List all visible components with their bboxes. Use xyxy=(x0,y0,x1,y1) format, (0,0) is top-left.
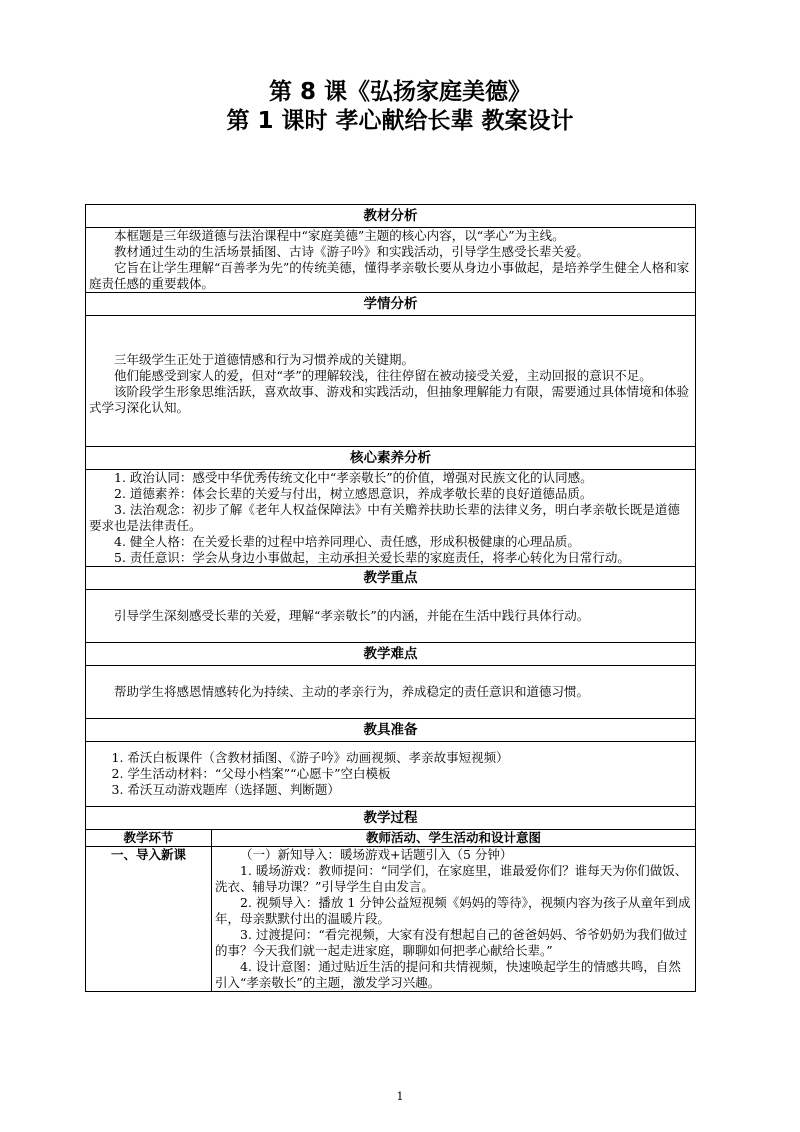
students-heading: 学情分析 xyxy=(86,293,696,316)
step1-para: 3. 过渡提问：“看完视频，大家有没有想起自己的爸爸妈妈、爷爷奶奶为我们做过的事？今天我们就一起走进家庭，聊聊如何把孝心献给长辈。” xyxy=(215,927,688,958)
literacy-para: 5. 责任意识：学会从身边小事做起，主动承担关爱长辈的家庭责任，将孝心转化为日常行动。 xyxy=(114,550,630,565)
students-content xyxy=(86,316,696,447)
textbook-para: 本框题是三年级道德与法治课程中“家庭美德”主题的核心内容，以“孝心”为主线。 xyxy=(114,228,565,243)
keypoints-content xyxy=(86,590,696,643)
students-para: 他们能感受到家人的爱，但对“孝”的理解较浅，往往停留在被动接受关爱，主动回报的意识不足。 xyxy=(114,368,652,383)
step1-name: 一、导入新课 xyxy=(86,847,212,992)
textbook-para: 它旨在让学生理解“百善孝为先”的传统美德，懂得孝亲敬长要从身边小事做起，是培养学生健全人格和家庭责任感的重要载体。 xyxy=(89,260,690,291)
process-col-activity: 教师活动、学生活动和设计意图 xyxy=(212,830,696,847)
lesson-plan-table xyxy=(85,204,696,992)
textbook-content xyxy=(86,228,696,293)
step1-content xyxy=(212,847,696,992)
literacy-para: 3. 法治观念：初步了解《老年人权益保障法》中有关赡养扶助长辈的法律义务，明白孝亲敬长既是道德要求也是法律责任。 xyxy=(89,502,680,533)
literacy-para: 1. 政治认同：感受中华优秀传统文化中“孝亲敬长”的价值，增强对民族文化的认同感。 xyxy=(114,470,593,485)
tools-heading: 教具准备 xyxy=(86,719,696,742)
tools-item: 2. 学生活动材料：“父母小档案”“心愿卡”空白模板 xyxy=(111,766,391,781)
textbook-heading: 教材分析 xyxy=(86,205,696,228)
difficulties-content xyxy=(86,666,696,719)
tools-item: 3. 希沃互动游戏题库（选择题、判断题） xyxy=(111,782,340,797)
doc-title: 第 8 课《弘扬家庭美德》 xyxy=(268,79,532,105)
difficulties-text: 帮助学生将感恩情感转化为持续、主动的孝亲行为，养成稳定的责任意识和道德习惯。 xyxy=(114,684,590,699)
process-heading: 教学过程 xyxy=(86,807,696,830)
literacy-content xyxy=(86,470,696,567)
students-para: 该阶段学生形象思维活跃，喜欢故事、游戏和实践活动，但抽象理解能力有限，需要通过具体情境和体验式学习深化认知。 xyxy=(89,384,690,415)
literacy-heading: 核心素养分析 xyxy=(86,447,696,470)
step1-para: 1. 暖场游戏：教师提问：“同学们，在家庭里，谁最爱你们？谁每天为你们做饭、洗衣、辅导功课？”引导学生自由发言。 xyxy=(215,863,688,894)
literacy-para: 2. 道德素养：体会长辈的关爱与付出，树立感恩意识，养成孝敬长辈的良好道德品质。 xyxy=(114,486,593,501)
literacy-para: 4. 健全人格：在关爱长辈的过程中培养同理心、责任感，形成积极健康的心理品质。 xyxy=(114,534,580,549)
step1-para: （一）新知导入：暖场游戏+话题引入（5 分钟） xyxy=(240,847,513,862)
difficulties-heading: 教学难点 xyxy=(86,643,696,666)
doc-subtitle: 第 1 课时 孝心献给长辈 教案设计 xyxy=(226,108,574,134)
students-para: 三年级学生正处于道德情感和行为习惯养成的关键期。 xyxy=(114,352,415,367)
keypoints-text: 引导学生深刻感受长辈的关爱，理解“孝亲敬长”的内涵，并能在生活中践行具体行动。 xyxy=(114,608,590,623)
process-col-stage: 教学环节 xyxy=(86,830,212,847)
tools-item: 1. 希沃白板课件（含教材插图、《游子吟》动画视频、孝亲故事短视频） xyxy=(111,750,509,765)
step1-para: 2. 视频导入：播放 1 分钟公益短视频《妈妈的等待》，视频内容为孩子从童年到成年，母亲默默付出的温暖片段。 xyxy=(215,895,691,926)
page-number: 1 xyxy=(396,1090,404,1103)
tools-content xyxy=(86,742,696,807)
keypoints-heading: 教学重点 xyxy=(86,567,696,590)
step1-para: 4. 设计意图：通过贴近生活的提问和共情视频，快速唤起学生的情感共鸣，自然引入“孝亲敬长”的主题，激发学习兴趣。 xyxy=(215,959,681,990)
textbook-para: 教材通过生动的生活场景插图、古诗《游子吟》和实践活动，引导学生感受长辈关爱。 xyxy=(114,244,590,259)
